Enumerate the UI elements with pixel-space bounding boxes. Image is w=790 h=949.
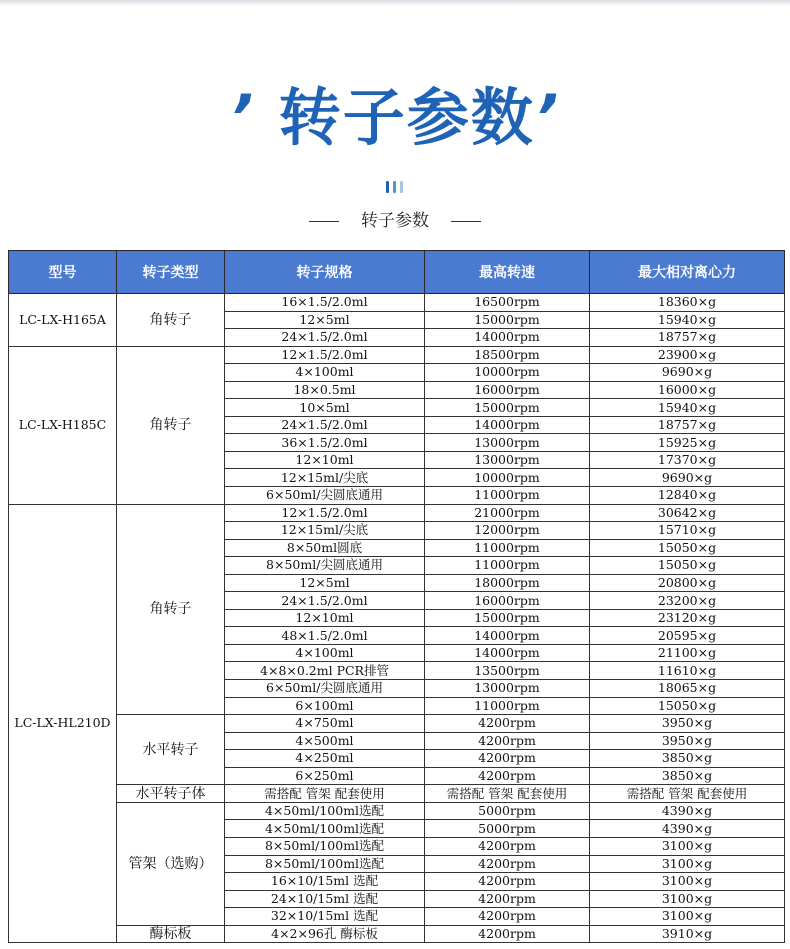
max-rcf-cell: 15925×g xyxy=(590,434,785,452)
max-rcf-cell: 9690×g xyxy=(590,469,785,487)
decorative-bars-icon xyxy=(386,178,407,190)
rotor-type-cell: 角转子 xyxy=(117,504,225,715)
max-speed-cell: 16000rpm xyxy=(425,381,590,399)
max-rcf-cell: 3100×g xyxy=(590,890,785,908)
max-rcf-cell: 9690×g xyxy=(590,364,785,382)
divider-left xyxy=(309,221,339,222)
bar-icon xyxy=(400,181,403,193)
rotor-spec-cell: 6×50ml/尖圆底通用 xyxy=(225,680,425,698)
max-rcf-cell: 3100×g xyxy=(590,855,785,873)
rotor-spec-cell: 12×5ml xyxy=(225,574,425,592)
rotor-spec-cell: 36×1.5/2.0ml xyxy=(225,434,425,452)
table-row xyxy=(9,504,785,522)
rotor-spec-cell: 24×1.5/2.0ml xyxy=(225,416,425,434)
rotor-spec-cell: 4×2×96孔 酶标板 xyxy=(225,925,425,943)
max-rcf-cell: 3850×g xyxy=(590,767,785,785)
hero-title xyxy=(0,78,790,158)
rotor-type-cell: 水平转子 xyxy=(117,715,225,785)
rotor-spec-cell: 4×500ml xyxy=(225,732,425,750)
max-rcf-cell: 16000×g xyxy=(590,381,785,399)
max-speed-cell: 需搭配 管架 配套使用 xyxy=(425,785,590,803)
rotor-spec-cell: 8×50ml圆底 xyxy=(225,539,425,557)
rotor-spec-cell: 12×1.5/2.0ml xyxy=(225,346,425,364)
rotor-type-cell: 水平转子体 xyxy=(117,785,225,803)
max-speed-cell: 16000rpm xyxy=(425,592,590,610)
max-rcf-cell: 3950×g xyxy=(590,732,785,750)
header-rotor-type: 转子类型 xyxy=(117,251,225,294)
table-row xyxy=(9,715,785,733)
max-speed-cell: 11000rpm xyxy=(425,697,590,715)
max-rcf-cell: 3100×g xyxy=(590,837,785,855)
rotor-spec-cell: 6×250ml xyxy=(225,767,425,785)
max-speed-cell: 4200rpm xyxy=(425,855,590,873)
max-speed-cell: 4200rpm xyxy=(425,925,590,943)
rotor-spec-cell: 12×15ml/尖底 xyxy=(225,522,425,540)
rotor-spec-cell: 4×8×0.2ml PCR排管 xyxy=(225,662,425,680)
max-speed-cell: 14000rpm xyxy=(425,644,590,662)
rotor-spec-cell: 4×50ml/100ml选配 xyxy=(225,802,425,820)
max-speed-cell: 13000rpm xyxy=(425,680,590,698)
rotor-spec-cell: 24×1.5/2.0ml xyxy=(225,329,425,347)
close-quote-mark: ’ xyxy=(534,81,561,154)
max-speed-cell: 11000rpm xyxy=(425,487,590,505)
rotor-spec-cell: 4×100ml xyxy=(225,644,425,662)
max-rcf-cell: 30642×g xyxy=(590,504,785,522)
open-quote-mark: ’ xyxy=(229,81,256,154)
max-speed-cell: 14000rpm xyxy=(425,416,590,434)
max-rcf-cell: 3850×g xyxy=(590,750,785,768)
max-rcf-cell: 18360×g xyxy=(590,294,785,312)
rotor-spec-table xyxy=(8,250,785,943)
max-rcf-cell: 3950×g xyxy=(590,715,785,733)
max-speed-cell: 4200rpm xyxy=(425,715,590,733)
model-cell: LC-LX-HL210D xyxy=(9,504,117,943)
max-speed-cell: 11000rpm xyxy=(425,557,590,575)
rotor-spec-cell: 48×1.5/2.0ml xyxy=(225,627,425,645)
max-speed-cell: 4200rpm xyxy=(425,908,590,926)
table-row xyxy=(9,294,785,312)
rotor-type-cell: 角转子 xyxy=(117,294,225,347)
header-max-speed: 最高转速 xyxy=(425,251,590,294)
header-model: 型号 xyxy=(9,251,117,294)
max-speed-cell: 15000rpm xyxy=(425,609,590,627)
max-speed-cell: 11000rpm xyxy=(425,539,590,557)
max-speed-cell: 4200rpm xyxy=(425,890,590,908)
max-speed-cell: 4200rpm xyxy=(425,767,590,785)
max-speed-cell: 10000rpm xyxy=(425,364,590,382)
max-speed-cell: 4200rpm xyxy=(425,750,590,768)
rotor-type-cell: 酶标板 xyxy=(117,925,225,943)
max-speed-cell: 18500rpm xyxy=(425,346,590,364)
header-rotor-spec: 转子规格 xyxy=(225,251,425,294)
max-speed-cell: 4200rpm xyxy=(425,732,590,750)
max-rcf-cell: 18065×g xyxy=(590,680,785,698)
rotor-spec-cell: 8×50ml/100ml选配 xyxy=(225,837,425,855)
max-rcf-cell: 20595×g xyxy=(590,627,785,645)
rotor-spec-cell: 24×1.5/2.0ml xyxy=(225,592,425,610)
section-subtitle xyxy=(0,208,790,234)
table-body xyxy=(9,294,785,943)
max-speed-cell: 15000rpm xyxy=(425,311,590,329)
table-row xyxy=(9,802,785,820)
max-rcf-cell: 23900×g xyxy=(590,346,785,364)
max-rcf-cell: 12840×g xyxy=(590,487,785,505)
max-speed-cell: 13000rpm xyxy=(425,451,590,469)
rotor-spec-cell: 12×15ml/尖底 xyxy=(225,469,425,487)
max-rcf-cell: 15050×g xyxy=(590,557,785,575)
rotor-spec-cell: 12×1.5/2.0ml xyxy=(225,504,425,522)
max-speed-cell: 5000rpm xyxy=(425,820,590,838)
max-rcf-cell: 15940×g xyxy=(590,311,785,329)
top-border xyxy=(0,0,790,6)
max-speed-cell: 5000rpm xyxy=(425,802,590,820)
rotor-type-cell: 角转子 xyxy=(117,346,225,504)
rotor-spec-cell: 18×0.5ml xyxy=(225,381,425,399)
max-rcf-cell: 21100×g xyxy=(590,644,785,662)
rotor-spec-cell: 12×5ml xyxy=(225,311,425,329)
rotor-spec-cell: 需搭配 管架 配套使用 xyxy=(225,785,425,803)
max-rcf-cell: 15940×g xyxy=(590,399,785,417)
divider-right xyxy=(451,221,481,222)
subtitle-text: 转子参数 xyxy=(361,211,429,231)
rotor-spec-cell: 24×10/15ml 选配 xyxy=(225,890,425,908)
model-cell: LC-LX-H185C xyxy=(9,346,117,504)
rotor-spec-cell: 10×5ml xyxy=(225,399,425,417)
max-speed-cell: 14000rpm xyxy=(425,329,590,347)
rotor-type-cell: 管架（选购） xyxy=(117,802,225,925)
hero-title-text: 转子参数 xyxy=(278,81,535,154)
max-rcf-cell: 11610×g xyxy=(590,662,785,680)
bar-icon xyxy=(393,181,396,193)
max-speed-cell: 18000rpm xyxy=(425,574,590,592)
rotor-spec-cell: 4×250ml xyxy=(225,750,425,768)
rotor-spec-cell: 8×50ml/尖圆底通用 xyxy=(225,557,425,575)
max-rcf-cell: 3100×g xyxy=(590,873,785,891)
max-rcf-cell: 23120×g xyxy=(590,609,785,627)
max-rcf-cell: 18757×g xyxy=(590,329,785,347)
max-rcf-cell: 15050×g xyxy=(590,539,785,557)
max-rcf-cell: 17370×g xyxy=(590,451,785,469)
max-speed-cell: 4200rpm xyxy=(425,837,590,855)
max-speed-cell: 13500rpm xyxy=(425,662,590,680)
max-rcf-cell: 3100×g xyxy=(590,908,785,926)
max-rcf-cell: 需搭配 管架 配套使用 xyxy=(590,785,785,803)
table-row xyxy=(9,925,785,943)
max-rcf-cell: 4390×g xyxy=(590,820,785,838)
max-speed-cell: 21000rpm xyxy=(425,504,590,522)
max-speed-cell: 15000rpm xyxy=(425,399,590,417)
rotor-spec-cell: 32×10/15ml 选配 xyxy=(225,908,425,926)
rotor-spec-cell: 6×100ml xyxy=(225,697,425,715)
rotor-spec-cell: 12×10ml xyxy=(225,609,425,627)
rotor-spec-cell: 8×50ml/100ml选配 xyxy=(225,855,425,873)
max-speed-cell: 14000rpm xyxy=(425,627,590,645)
max-speed-cell: 4200rpm xyxy=(425,873,590,891)
max-rcf-cell: 23200×g xyxy=(590,592,785,610)
max-speed-cell: 10000rpm xyxy=(425,469,590,487)
rotor-spec-cell: 16×1.5/2.0ml xyxy=(225,294,425,312)
rotor-spec-cell: 12×10ml xyxy=(225,451,425,469)
rotor-spec-cell: 16×10/15ml 选配 xyxy=(225,873,425,891)
table-header-row xyxy=(9,251,785,294)
max-rcf-cell: 18757×g xyxy=(590,416,785,434)
max-speed-cell: 12000rpm xyxy=(425,522,590,540)
max-rcf-cell: 4390×g xyxy=(590,802,785,820)
max-speed-cell: 13000rpm xyxy=(425,434,590,452)
header-max-rcf: 最大相对离心力 xyxy=(590,251,785,294)
max-rcf-cell: 20800×g xyxy=(590,574,785,592)
rotor-spec-cell: 4×750ml xyxy=(225,715,425,733)
model-cell: LC-LX-H165A xyxy=(9,294,117,347)
rotor-spec-cell: 4×100ml xyxy=(225,364,425,382)
max-rcf-cell: 15050×g xyxy=(590,697,785,715)
rotor-spec-cell: 6×50ml/尖圆底通用 xyxy=(225,487,425,505)
max-rcf-cell: 3910×g xyxy=(590,925,785,943)
max-speed-cell: 16500rpm xyxy=(425,294,590,312)
bar-icon xyxy=(386,181,389,193)
rotor-spec-cell: 4×50ml/100ml选配 xyxy=(225,820,425,838)
table-row xyxy=(9,346,785,364)
max-rcf-cell: 15710×g xyxy=(590,522,785,540)
table-row xyxy=(9,785,785,803)
